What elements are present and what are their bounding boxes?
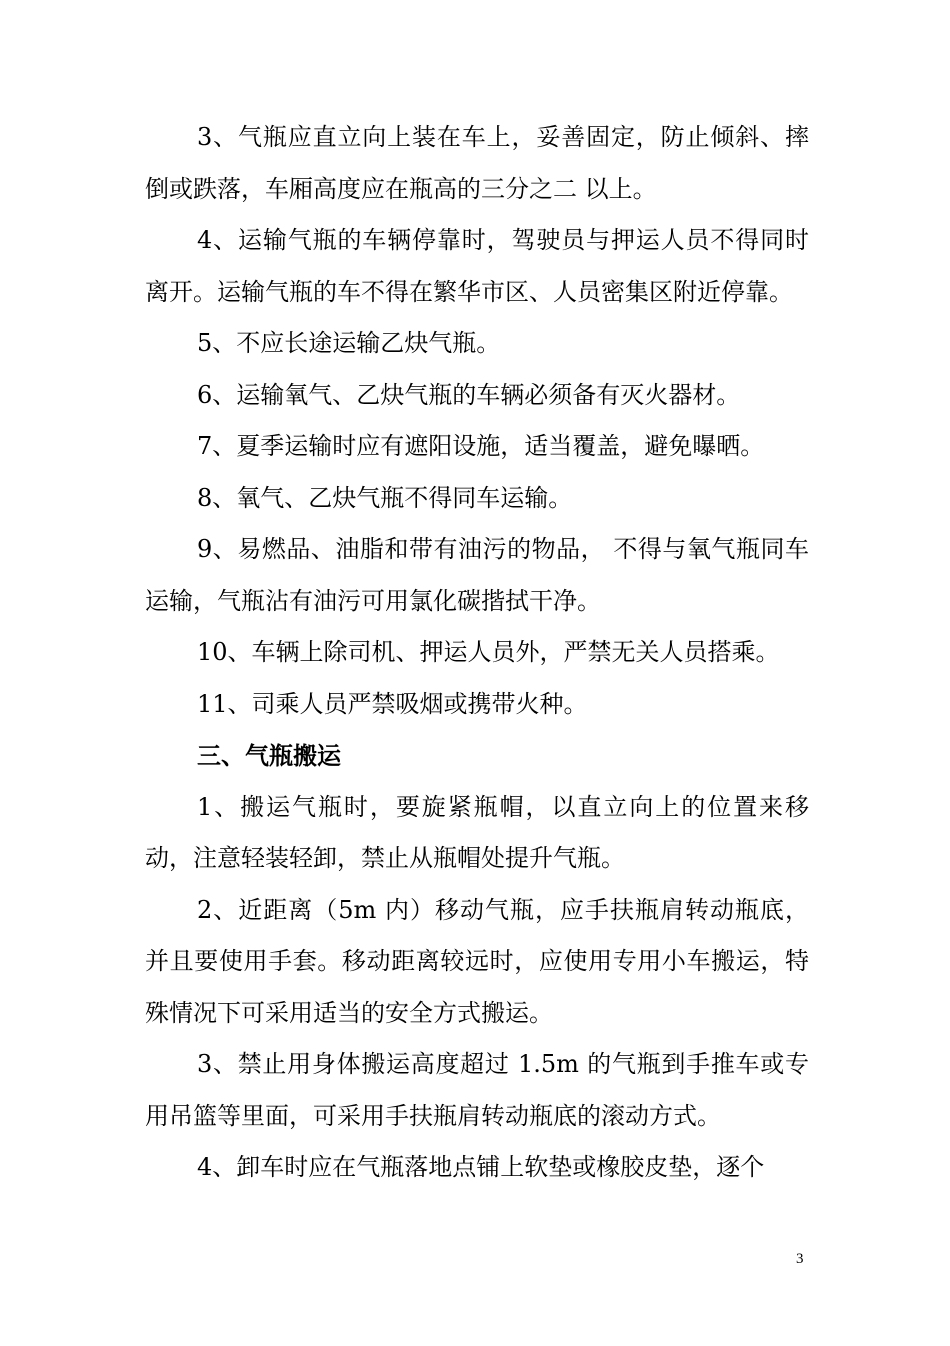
paragraph-transport-6: 6、运输氧气、乙炔气瓶的车辆必须备有灭火器材。 [197, 380, 741, 409]
paragraph-handling-3: 3、禁止用身体搬运高度超过 1.5m 的气瓶到手推车或专用吊篮等里面，可采用手扶瓶肩转动瓶底的滚动方式。 [145, 1050, 809, 1130]
paragraph-handling-1: 1、搬运气瓶时，要旋紧瓶帽，以直立向上的位置来移动，注意轻装轻卸，禁止从瓶帽处提升气瓶。 [145, 792, 809, 872]
section-heading: 三、气瓶搬运 [197, 741, 341, 770]
paragraph-transport-9: 9、易燃品、油脂和带有油污的物品， 不得与氧气瓶同车运输，气瓶沾有油污可用氯化碳揩拭干净。 [145, 535, 809, 615]
paragraph-handling-2: 2、近距离（5m 内）移动气瓶，应手扶瓶肩转动瓶底，并且要使用手套。移动距离较远时，应使用专用小车搬运，特殊情况下可采用适当的安全方式搬运。 [145, 895, 809, 1027]
paragraph-transport-8: 8、氧气、乙炔气瓶不得同车运输。 [197, 483, 573, 512]
paragraph-transport-11: 11、司乘人员严禁吸烟或携带火种。 [197, 689, 588, 718]
paragraph-transport-5: 5、不应长途运输乙炔气瓶。 [197, 329, 501, 357]
paragraph-transport-4: 4、运输气瓶的车辆停靠时，驾驶员与押运人员不得同时离开。运输气瓶的车不得在繁华市区、人员密集区附近停靠。 [145, 226, 809, 306]
paragraph-transport-3: 3、气瓶应直立向上装在车上，妥善固定，防止倾斜、摔倒或跌落，车厢高度应在瓶高的三分之二 以上。 [145, 123, 809, 203]
paragraph-transport-10: 10、车辆上除司机、押运人员外，严禁无关人员搭乘。 [197, 638, 780, 666]
page-number: 3 [796, 1251, 804, 1267]
paragraph-handling-4: 4、卸车时应在气瓶落地点铺上软垫或橡胶皮垫，逐个 [197, 1153, 765, 1181]
document-body [145, 112, 809, 1194]
paragraph-transport-7: 7、夏季运输时应有遮阳设施，适当覆盖，避免曝晒。 [197, 432, 765, 460]
